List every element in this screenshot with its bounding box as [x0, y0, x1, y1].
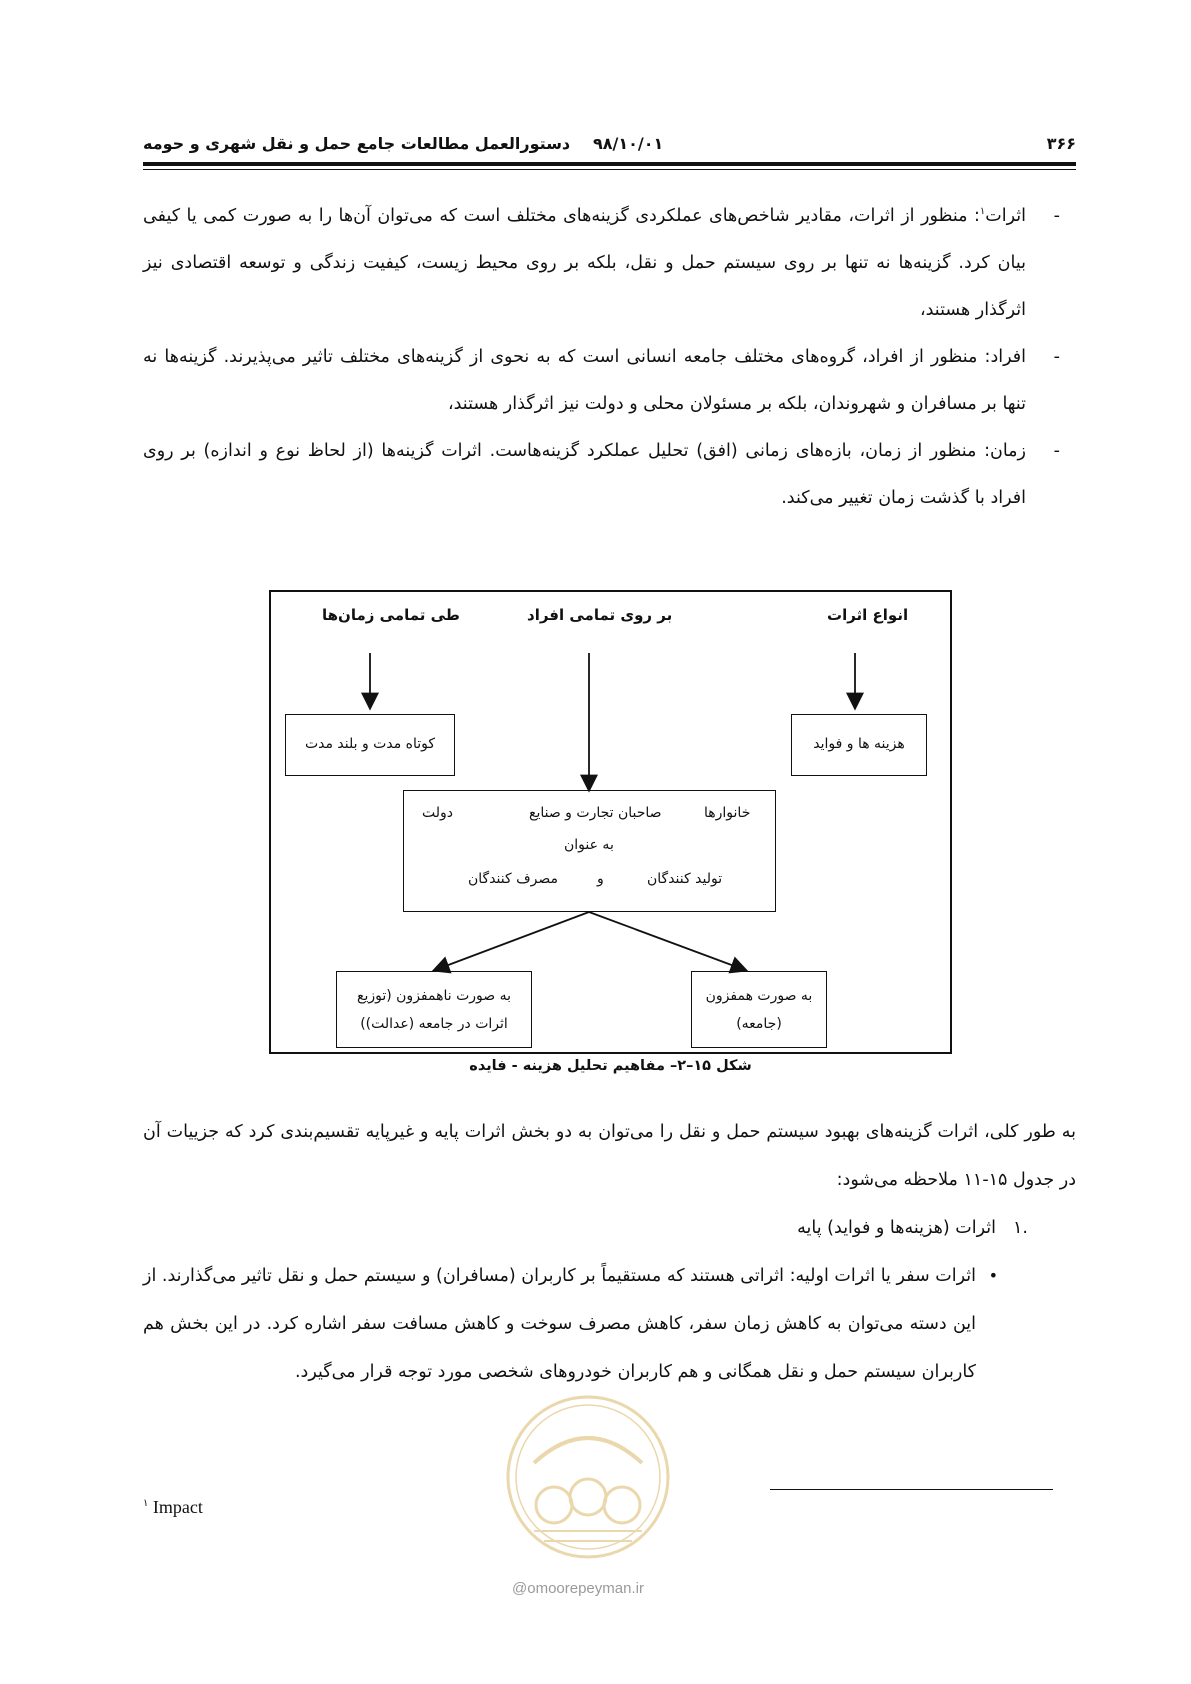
- definition-text: افراد: منظور از افراد، گروه‌های مختلف جامعه انسانی است که به نحوی از گزینه‌های مختلف تاثیر می‌پذیرند. گزینه‌ها نه تنها بر مسافران و شهروندان، بلکه بر مسئولان محلی و دولت نیز اثرگذار هستند،: [143, 347, 1026, 414]
- body-section: [143, 1108, 1076, 1396]
- numbered-item-text: اثرات (هزینه‌ها و فواید) پایه: [797, 1218, 996, 1238]
- definition-people: [143, 334, 1076, 428]
- arrow-to-nonadditive: [435, 912, 589, 970]
- watermark-logo: [504, 1393, 672, 1561]
- role-consumers: مصرف کنندگان: [468, 871, 559, 887]
- header-title: دستورالعمل مطالعات جامع حمل و نقل شهری و حومه: [143, 134, 571, 153]
- definitions-list: [143, 193, 1076, 522]
- figure-caption: شکل ۱۵–۲– مفاهیم تحلیل هزینه - فایده: [469, 1058, 752, 1074]
- box-non-additive: [336, 971, 532, 1048]
- role-producers: تولید کنندگان: [647, 871, 723, 887]
- box-costs-benefits: هزینه ها و فواید: [791, 714, 927, 776]
- definition-impacts: [143, 193, 1076, 334]
- header-date: ۹۸/۱۰/۰۱: [593, 134, 664, 153]
- dash-marker: -: [1053, 206, 1060, 226]
- arrow-to-additive: [589, 912, 745, 970]
- additive-line1: به صورت همفزون: [705, 988, 813, 1004]
- label-all-times: طی تمامی زمان‌ها: [322, 606, 460, 624]
- box-short-long-term: کوتاه مدت و بلند مدت: [285, 714, 455, 776]
- watermark-text: @omoorepeyman.ir: [512, 1580, 644, 1597]
- bullet-item: [143, 1252, 1076, 1396]
- non-additive-line1: به صورت ناهمفزون (توزیع: [357, 988, 511, 1004]
- box-additive: [691, 971, 827, 1048]
- bullet-marker: •: [988, 1266, 998, 1285]
- dash-marker: -: [1053, 441, 1060, 461]
- numbered-item: [143, 1204, 1076, 1252]
- non-additive-line2: اثرات در جامعه (عدالت)): [360, 1016, 508, 1032]
- stakeholder-government: دولت: [422, 805, 454, 821]
- label-impact-types: انواع اثرات: [827, 606, 909, 624]
- definition-text: : منظور از اثرات، مقادیر شاخص‌های عملکردی گزینه‌های مختلف است که می‌توان آن‌ها را به صورت کمی یا کیفی بیان کرد. گزینه‌ها نه تنها بر روی سیستم حمل و نقل، بلکه بر روی محیط زیست، کیفیت زندگی و توسعه اقتصادی نیز اثرگذار هستند،: [143, 206, 1026, 320]
- footnote-ref: ۱: [979, 206, 986, 218]
- dash-marker: -: [1053, 347, 1060, 367]
- definition-text: زمان: منظور از زمان، بازه‌های زمانی (افق) تحلیل عملکرد گزینه‌هاست. اثرات گزینه‌ها (از لحاظ نوع و اندازه) بر روی افراد با گذشت زمان تغییر می‌کند.: [143, 441, 1026, 508]
- footnote-number: ۱: [143, 1498, 149, 1509]
- stakeholder-businesses: صاحبان تجارت و صنایع: [529, 805, 662, 821]
- header-rule-thin: [143, 169, 1076, 170]
- stakeholder-households: خانوارها: [704, 805, 751, 821]
- definition-term: اثرات: [985, 206, 1026, 226]
- footnote-rule: [770, 1489, 1053, 1490]
- number-marker: .۱: [1013, 1218, 1028, 1238]
- cost-benefit-diagram: [269, 590, 952, 1054]
- as-label: به عنوان: [564, 837, 614, 853]
- intro-paragraph: به طور کلی، اثرات گزینه‌های بهبود سیستم حمل و نقل را می‌توان به دو بخش اثرات پایه و غیرپایه تقسیم‌بندی کرد که جزییات آن در جدول ۱۵-۱۱ ملاحظه می‌شود:: [143, 1122, 1076, 1190]
- label-all-people: بر روی تمامی افراد: [527, 606, 673, 624]
- bullet-item-text: اثرات سفر یا اثرات اولیه: اثراتی هستند که مستقیماً بر کاربران (مسافران) و سیستم حمل و نقل تاثیر می‌گذارند. از این دسته می‌توان به کاهش زمان سفر، کاهش مصرف سوخت و کاهش مسافت سفر اشاره کرد. در این بخش هم کاربران سیستم حمل و نقل همگانی و هم کاربران خودروهای شخصی مورد توجه قرار می‌گیرد.: [143, 1266, 976, 1382]
- definition-time: [143, 428, 1076, 522]
- role-and: و: [597, 871, 604, 887]
- footnote-text: Impact: [152, 1497, 203, 1517]
- footnote: [143, 1497, 203, 1518]
- page-number: ۳۶۶: [1046, 134, 1076, 153]
- box-stakeholders: [403, 790, 776, 912]
- header-rule-thick: [143, 162, 1076, 166]
- additive-line2: (جامعه): [736, 1016, 782, 1032]
